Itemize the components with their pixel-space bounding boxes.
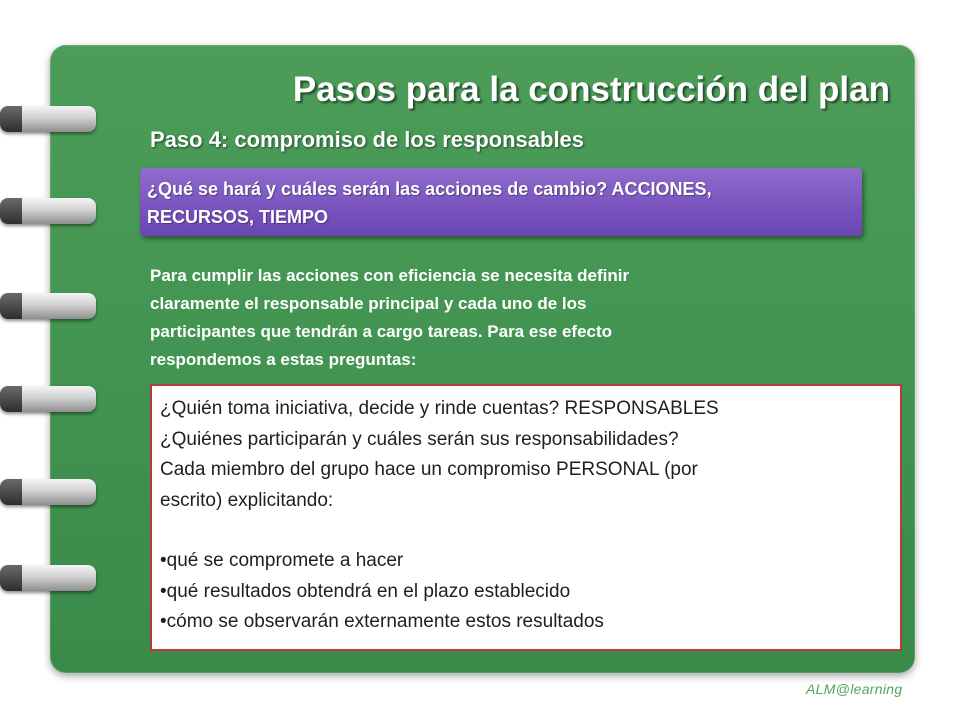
- bullet-item: [160, 607, 892, 638]
- commitment-text: escrito) explicitando:: [160, 489, 334, 511]
- bullet-text: qué se compromete a hacer: [166, 550, 404, 571]
- binder-ring: [0, 293, 96, 319]
- slide-subtitle: Paso 4: compromiso de los responsables: [150, 127, 585, 152]
- binder-ring: [0, 386, 96, 412]
- question-responsables: ¿Quién toma iniciativa, decide y rinde cuentas? RESPONSABLES: [160, 398, 719, 419]
- spacer: [160, 516, 892, 546]
- alm-learning-logo: ALM@learning: [806, 681, 903, 697]
- question-line: ¿Qué se hará y cuáles serán las acciones de cambio? ACCIONES,: [147, 179, 712, 199]
- binder-ring: [0, 106, 96, 132]
- binder-ring: [0, 198, 96, 224]
- slide-title: Pasos para la construcción del plan: [292, 70, 890, 109]
- bullet-text: qué resultados obtendrá en el plazo establecido: [166, 580, 571, 602]
- intro-line: participantes que tendrán a cargo tareas. Para ese efecto: [150, 322, 613, 341]
- intro-line: claramente el responsable principal y cada uno de los: [150, 294, 587, 313]
- question-box: [140, 168, 862, 236]
- binder-ring: [0, 479, 96, 505]
- question-participantes: ¿Quiénes participarán y cuáles serán sus responsabilidades?: [160, 428, 679, 450]
- responsibilities-box: [150, 384, 902, 651]
- intro-paragraph: [150, 262, 870, 374]
- question-line: RECURSOS, TIEMPO: [147, 207, 329, 227]
- binder-ring: [0, 565, 96, 591]
- commitment-text: Cada miembro del grupo hace un compromiso PERSONAL (por: [160, 459, 698, 480]
- intro-line: Para cumplir las acciones con eficiencia se necesita definir: [150, 266, 630, 285]
- bullet-item: [160, 546, 892, 577]
- intro-line: respondemos a estas preguntas:: [150, 350, 417, 369]
- bullet-item: [160, 577, 892, 608]
- bullet-text: cómo se observarán externamente estos resultados: [166, 611, 604, 632]
